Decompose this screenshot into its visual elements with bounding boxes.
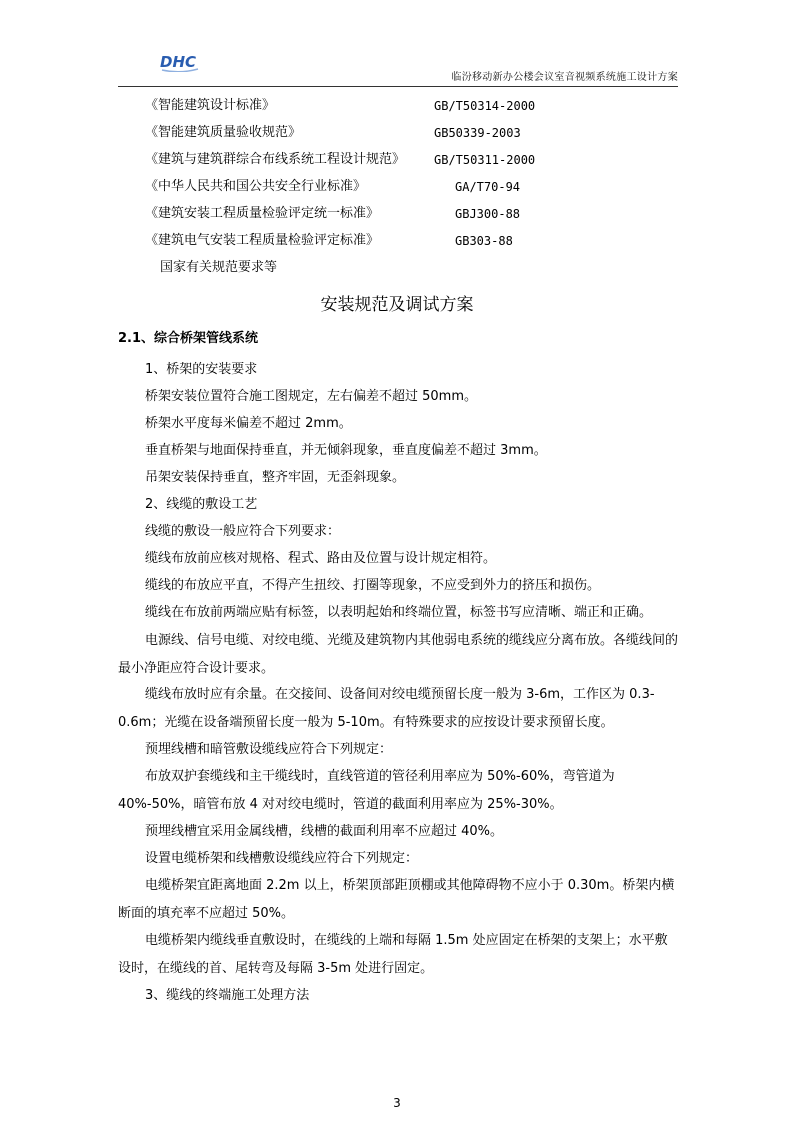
standard-name: 《建筑电气安装工程质量检验评定标准》 — [145, 233, 380, 248]
standard-code: GB/T50311-2000 — [434, 153, 536, 167]
standard-code: GB303-88 — [455, 234, 513, 248]
body-paragraph: 电缆桥架宜距离地面 2.2m 以上，桥架顶部距顶棚或其他障碍物不应小于 0.30m。桥架内横断面的填充率不应超过 50%。 — [118, 878, 675, 921]
standard-name: 《建筑与建筑群综合布线系统工程设计规范》 — [145, 152, 406, 167]
page-number: 3 — [393, 1096, 401, 1110]
body-line: 缆线布放前应核对规格、程式、路由及位置与设计规定相符。 — [145, 551, 497, 566]
subsection-heading: 2.1、综合桥架管线系统 — [118, 331, 259, 346]
body-line: 线缆的敷设一般应符合下列要求： — [145, 524, 341, 539]
logo-text: DHC — [160, 53, 197, 71]
header-rule — [118, 86, 678, 87]
body-paragraph: 电源线、信号电缆、对绞电缆、光缆及建筑物内其他弱电系统的缆线应分离布放。各缆线间的最小净距应符合设计要求。 — [118, 633, 679, 676]
body-line: 桥架安装位置符合施工图规定，左右偏差不超过 50mm。 — [145, 389, 478, 404]
body-paragraph: 电缆桥架内缆线垂直敷设时，在缆线的上端和每隔 1.5m 处应固定在桥架的支架上；水平敷设时，在缆线的首、尾转弯及每隔 3-5m 处进行固定。 — [118, 933, 668, 976]
standard-code: GB/T50314-2000 — [434, 99, 536, 113]
body-line: 预埋线槽宜采用金属线槽，线槽的截面利用率不应超过 40%。 — [145, 824, 504, 839]
body-line: 2、线缆的敷设工艺 — [145, 497, 258, 512]
standards-note: 国家有关规范要求等 — [160, 260, 278, 275]
header-title: 临汾移动新办公楼会议室音视频系统施工设计方案 — [451, 72, 678, 83]
standard-name: 《智能建筑设计标准》 — [145, 98, 276, 113]
standard-code: GB50339-2003 — [434, 126, 521, 140]
standard-code: GBJ300-88 — [455, 207, 521, 221]
body-line: 设置电缆桥架和线槽敷设缆线应符合下列规定： — [145, 851, 419, 866]
section-title: 安装规范及调试方案 — [320, 295, 474, 315]
body-paragraph: 缆线布放时应有余量。在交接间、设备间对绞电缆预留长度一般为 3-6m，工作区为 0.3-0.6m；光缆在设备端预留长度一般为 5-10m。有特殊要求的应按设计要求预留长度。 — [118, 687, 655, 730]
dhc-logo — [160, 50, 200, 72]
standard-name: 《中华人民共和国公共安全行业标准》 — [145, 179, 367, 194]
body-line: 缆线的布放应平直，不得产生扭绞、打圈等现象，不应受到外力的挤压和损伤。 — [145, 578, 601, 593]
body-line: 桥架水平度每米偏差不超过 2mm。 — [145, 416, 352, 431]
body-paragraph: 布放双护套缆线和主干缆线时，直线管道的管径利用率应为 50%-60%，弯管道为 40%-50%，暗管布放 4 对对绞电缆时，管道的截面利用率应为 25%-30%。 — [118, 769, 615, 812]
body-line: 吊架安装保持垂直，整齐牢固，无歪斜现象。 — [145, 470, 406, 485]
body-line: 垂直桥架与地面保持垂直，并无倾斜现象，垂直度偏差不超过 3mm。 — [145, 443, 547, 458]
standard-name: 《智能建筑质量验收规范》 — [145, 125, 302, 140]
body-line: 预埋线槽和暗管敷设缆线应符合下列规定： — [145, 742, 393, 757]
standard-name: 《建筑安装工程质量检验评定统一标准》 — [145, 206, 380, 221]
body-line: 1、桥架的安装要求 — [145, 362, 258, 377]
body-line: 3、缆线的终端施工处理方法 — [145, 988, 310, 1003]
standard-code: GA/T70-94 — [455, 180, 521, 194]
body-line: 缆线在布放前两端应贴有标签，以表明起始和终端位置，标签书写应清晰、端正和正确。 — [145, 605, 653, 620]
